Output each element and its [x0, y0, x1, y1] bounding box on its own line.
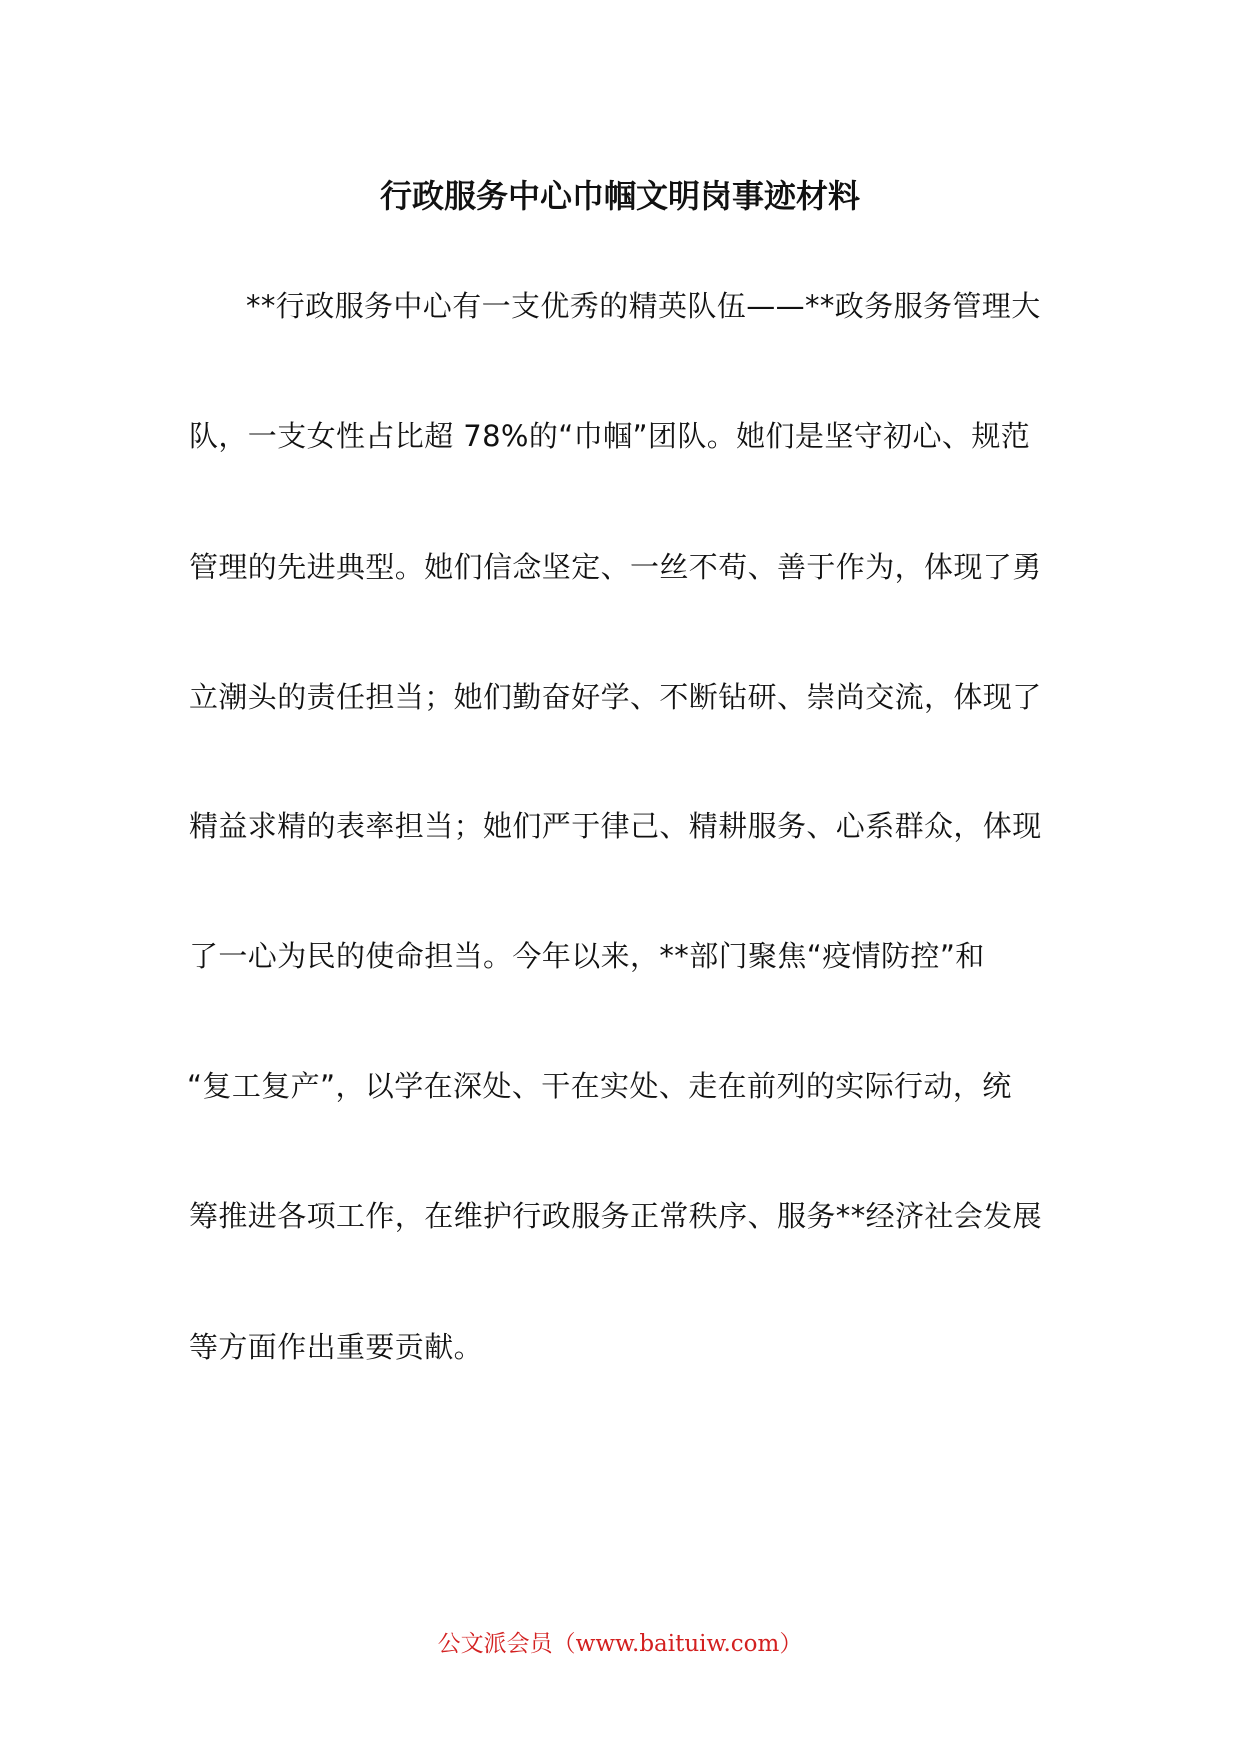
body-line: 管理的先进典型。她们信念坚定、一丝不苟、善于作为，体现了勇 — [189, 550, 1042, 584]
body-line: 筹推进各项工作，在维护行政服务正常秩序、服务**经济社会发展 — [189, 1199, 1043, 1233]
body-line: 了一心为民的使命担当。今年以来，**部门聚焦“疫情防控”和 — [189, 939, 985, 973]
body-line: 立潮头的责任担当；她们勤奋好学、不断钻研、崇尚交流，体现了 — [189, 680, 1042, 714]
footer-watermark-text: 公文派会员（www.baituiw.com） — [437, 1631, 803, 1657]
body-line: “复工复产”，以学在深处、干在实处、走在前列的实际行动，统 — [187, 1069, 1012, 1103]
body-line: 队，一支女性占比超 78%的“巾帼”团队。她们是坚守初心、规范 — [189, 419, 1031, 453]
document-title: 行政服务中心巾帼文明岗事迹材料 — [379, 177, 860, 215]
body-line: 精益求精的表率担当；她们严于律己、精耕服务、心系群众，体现 — [189, 809, 1042, 843]
body-line: **行政服务中心有一支优秀的精英队伍——**政务服务管理大 — [246, 289, 1041, 323]
body-line: 等方面作出重要贡献。 — [189, 1330, 484, 1364]
